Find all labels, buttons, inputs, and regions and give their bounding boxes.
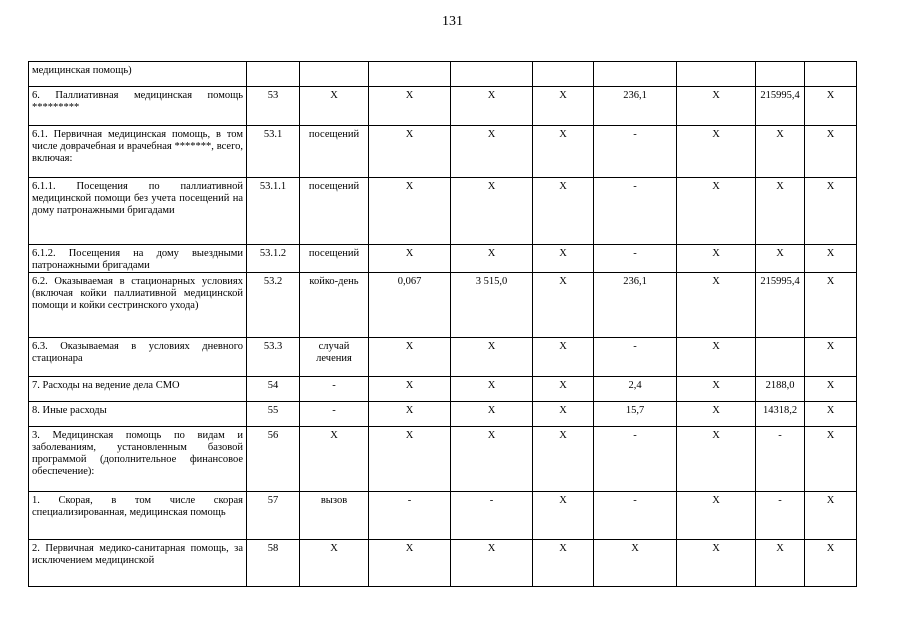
row-description: 2. Первичная медико-санитарная помощь, за исключением медицинской	[29, 540, 247, 587]
table-cell	[594, 62, 677, 87]
data-table	[28, 61, 857, 587]
table-cell	[756, 62, 805, 87]
table-cell: X	[369, 427, 451, 492]
table-cell: -	[594, 492, 677, 540]
table-cell: X	[677, 540, 756, 587]
table-cell: X	[805, 245, 857, 273]
table-cell: X	[300, 87, 369, 126]
table-cell: -	[300, 402, 369, 427]
row-description: 6.3. Оказываемая в условиях дневного стационара	[29, 338, 247, 377]
table-cell: 3 515,0	[451, 273, 533, 338]
table-cell: X	[677, 178, 756, 245]
table-cell: X	[533, 87, 594, 126]
table-cell: X	[805, 338, 857, 377]
row-code: 57	[247, 492, 300, 540]
table-cell: -	[594, 245, 677, 273]
table-cell: X	[677, 492, 756, 540]
table-cell: X	[533, 402, 594, 427]
table-cell: 0,067	[369, 273, 451, 338]
table-cell: X	[451, 427, 533, 492]
table-cell: -	[594, 427, 677, 492]
row-code: 54	[247, 377, 300, 402]
table-cell: X	[756, 540, 805, 587]
table-cell: 236,1	[594, 273, 677, 338]
table-cell: X	[369, 126, 451, 178]
table-cell: X	[533, 245, 594, 273]
table-cell: X	[677, 377, 756, 402]
table-cell: X	[805, 402, 857, 427]
table-cell	[451, 62, 533, 87]
table-cell: X	[756, 126, 805, 178]
table-cell: 2188,0	[756, 377, 805, 402]
table-cell: X	[533, 178, 594, 245]
row-code: 53.1	[247, 126, 300, 178]
table-cell: X	[369, 245, 451, 273]
table-cell: X	[805, 126, 857, 178]
table-cell: X	[300, 427, 369, 492]
table-cell	[756, 338, 805, 377]
table-cell: X	[677, 427, 756, 492]
table-cell: X	[756, 178, 805, 245]
row-code	[247, 62, 300, 87]
row-description: 6.1.1. Посещения по паллиативной медицинской помощи без учета посещений на дому патронажными бригадами	[29, 178, 247, 245]
table-row	[29, 273, 857, 338]
table-cell: X	[805, 178, 857, 245]
table-cell: X	[451, 338, 533, 377]
table-cell: 236,1	[594, 87, 677, 126]
table-cell: вызов	[300, 492, 369, 540]
table-cell: -	[300, 377, 369, 402]
table-cell	[533, 62, 594, 87]
table-cell: X	[300, 540, 369, 587]
row-description: 6. Паллиативная медицинская помощь *********	[29, 87, 247, 126]
table-cell: -	[369, 492, 451, 540]
table-cell: X	[533, 427, 594, 492]
table-cell: X	[805, 87, 857, 126]
table-cell: X	[369, 402, 451, 427]
table-cell: X	[451, 87, 533, 126]
row-description: 1. Скорая, в том числе скорая специализированная, медицинская помощь	[29, 492, 247, 540]
table-cell: X	[533, 540, 594, 587]
table-row	[29, 427, 857, 492]
table-cell: X	[451, 126, 533, 178]
table-cell: 15,7	[594, 402, 677, 427]
table-cell: X	[677, 402, 756, 427]
table-cell: X	[451, 402, 533, 427]
row-code: 53.1.2	[247, 245, 300, 273]
table-cell: -	[756, 492, 805, 540]
table-cell	[805, 62, 857, 87]
row-description: 7. Расходы на ведение дела СМО	[29, 377, 247, 402]
row-description: 6.1.2. Посещения на дому выездными патронажными бригадами	[29, 245, 247, 273]
table-cell: -	[594, 178, 677, 245]
table-cell: X	[805, 540, 857, 587]
row-description: 6.1. Первичная медицинская помощь, в том числе доврачебная и врачебная *******, всего, включая:	[29, 126, 247, 178]
table-row	[29, 540, 857, 587]
row-code: 55	[247, 402, 300, 427]
table-row	[29, 178, 857, 245]
table-cell: 14318,2	[756, 402, 805, 427]
table-cell: X	[369, 540, 451, 587]
table-cell: посещений	[300, 245, 369, 273]
table-row	[29, 377, 857, 402]
table-cell: койко-день	[300, 273, 369, 338]
page-number: 131	[442, 14, 463, 29]
row-description: 8. Иные расходы	[29, 402, 247, 427]
table-cell: X	[677, 245, 756, 273]
table-row	[29, 492, 857, 540]
table-row	[29, 87, 857, 126]
row-code: 53.2	[247, 273, 300, 338]
table-row	[29, 338, 857, 377]
table-cell: X	[533, 126, 594, 178]
table-cell: 2,4	[594, 377, 677, 402]
table-cell: X	[756, 245, 805, 273]
table-cell: -	[756, 427, 805, 492]
table-cell: X	[533, 492, 594, 540]
table-cell: X	[451, 540, 533, 587]
row-code: 58	[247, 540, 300, 587]
table-cell: X	[369, 87, 451, 126]
table-row	[29, 245, 857, 273]
table-cell: X	[451, 178, 533, 245]
row-description: 6.2. Оказываемая в стационарных условиях (включая койки паллиативной медицинской помощи и койки сестринского ухода)	[29, 273, 247, 338]
table-cell: 215995,4	[756, 87, 805, 126]
table-cell: X	[677, 126, 756, 178]
row-code: 56	[247, 427, 300, 492]
table-cell: X	[677, 87, 756, 126]
table-cell	[300, 62, 369, 87]
table-cell: X	[677, 273, 756, 338]
table-cell: посещений	[300, 178, 369, 245]
row-code: 53.1.1	[247, 178, 300, 245]
table-row	[29, 402, 857, 427]
table-cell: -	[594, 338, 677, 377]
table-cell	[677, 62, 756, 87]
table-cell: X	[451, 245, 533, 273]
table-cell: случай лечения	[300, 338, 369, 377]
table-cell: -	[451, 492, 533, 540]
row-description: 3. Медицинская помощь по видам и заболеваниям, установленным базовой программой (дополнительное финансовое обеспечение):	[29, 427, 247, 492]
table-cell: 215995,4	[756, 273, 805, 338]
table-row	[29, 126, 857, 178]
table-cell: X	[533, 377, 594, 402]
table-cell: X	[805, 427, 857, 492]
table-cell: -	[594, 126, 677, 178]
table-cell: X	[805, 377, 857, 402]
table-cell: X	[594, 540, 677, 587]
table-cell: посещений	[300, 126, 369, 178]
table-cell: X	[805, 492, 857, 540]
row-description: медицинская помощь)	[29, 62, 247, 87]
table-cell: X	[369, 338, 451, 377]
table-cell: X	[369, 178, 451, 245]
table-cell: X	[805, 273, 857, 338]
table-cell: X	[369, 377, 451, 402]
table-cell: X	[451, 377, 533, 402]
table-row	[29, 62, 857, 87]
row-code: 53.3	[247, 338, 300, 377]
row-code: 53	[247, 87, 300, 126]
table-cell: X	[533, 338, 594, 377]
table-cell: X	[533, 273, 594, 338]
table-cell	[369, 62, 451, 87]
table-cell: X	[677, 338, 756, 377]
